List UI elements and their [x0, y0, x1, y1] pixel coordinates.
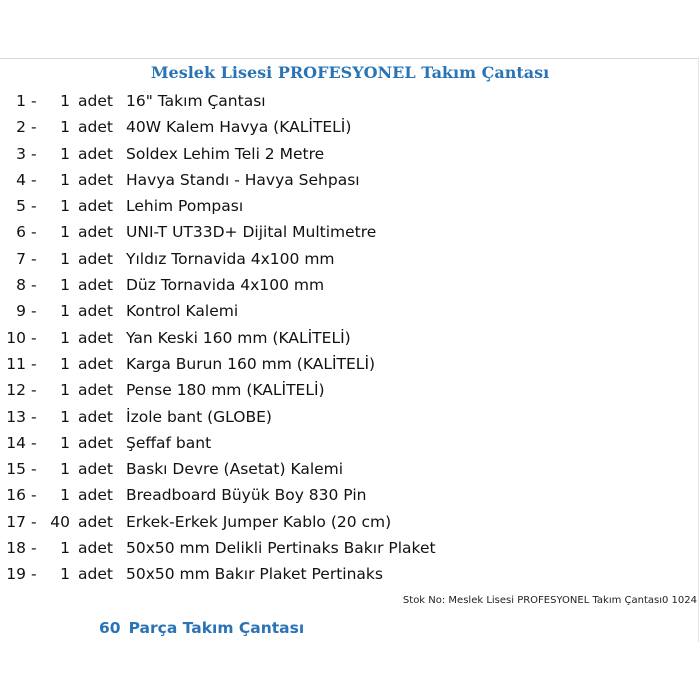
- item-unit: adet: [78, 539, 113, 558]
- item-number: 6: [16, 223, 26, 242]
- item-dash: -: [31, 565, 37, 584]
- item-number: 16: [6, 486, 26, 505]
- item-dash: -: [31, 170, 37, 189]
- item-unit: adet: [78, 249, 113, 268]
- item-dash: -: [31, 276, 37, 295]
- item-unit: adet: [78, 565, 113, 584]
- document-title: Meslek Lisesi PROFESYONEL Takım Çantası: [150, 63, 550, 82]
- item-quantity: 1: [60, 302, 70, 321]
- item-name: Şeffaf bant: [126, 433, 212, 452]
- item-number: 4: [16, 170, 26, 189]
- item-quantity: 40: [50, 512, 70, 531]
- item-name: Kontrol Kalemi: [126, 302, 239, 321]
- item-unit: adet: [78, 118, 113, 137]
- item-dash: -: [31, 407, 37, 426]
- item-name: Baskı Devre (Asetat) Kalemi: [126, 460, 344, 479]
- item-unit: adet: [78, 170, 113, 189]
- item-quantity: 1: [60, 460, 70, 479]
- item-name: 50x50 mm Bakır Plaket Pertinaks: [126, 565, 383, 584]
- item-name: Pense 180 mm (KALİTELİ): [126, 381, 325, 400]
- item-unit: adet: [78, 512, 113, 531]
- item-quantity: 1: [60, 407, 70, 426]
- item-unit: adet: [78, 354, 113, 373]
- item-number: 2: [16, 118, 26, 137]
- item-dash: -: [31, 249, 37, 268]
- stock-note: Stok No: Meslek Lisesi PROFESYONEL Takım Çantası0 1024: [402, 595, 697, 606]
- footer-summary: [99, 619, 304, 637]
- item-number: 10: [6, 328, 26, 347]
- item-name: Yan Keski 160 mm (KALİTELİ): [126, 328, 351, 347]
- item-dash: -: [31, 460, 37, 479]
- item-name: Havya Standı - Havya Sehpası: [126, 170, 360, 189]
- item-dash: -: [31, 223, 37, 242]
- footer-count: 60: [99, 619, 121, 637]
- item-quantity: 1: [60, 565, 70, 584]
- footer-label: Parça Takım Çantası: [128, 619, 305, 637]
- item-dash: -: [31, 328, 37, 347]
- item-unit: adet: [78, 223, 113, 242]
- item-number: 19: [6, 565, 26, 584]
- item-dash: -: [31, 539, 37, 558]
- item-number: 15: [6, 460, 26, 479]
- item-name: 40W Kalem Havya (KALİTELİ): [126, 118, 352, 137]
- item-name: Lehim Pompası: [126, 197, 244, 216]
- item-unit: adet: [78, 486, 113, 505]
- item-unit: adet: [78, 460, 113, 479]
- item-number: 13: [6, 407, 26, 426]
- item-quantity: 1: [60, 328, 70, 347]
- item-name: Düz Tornavida 4x100 mm: [126, 276, 325, 295]
- item-dash: -: [31, 512, 37, 531]
- item-name: Erkek-Erkek Jumper Kablo (20 cm): [126, 512, 392, 531]
- item-name: Yıldız Tornavida 4x100 mm: [126, 249, 335, 268]
- item-number: 17: [6, 512, 26, 531]
- item-number: 8: [16, 276, 26, 295]
- item-quantity: 1: [60, 144, 70, 163]
- item-dash: -: [31, 92, 37, 110]
- item-name: İzole bant (GLOBE): [126, 407, 272, 426]
- item-unit: adet: [78, 407, 113, 426]
- item-dash: -: [31, 302, 37, 321]
- item-quantity: 1: [60, 197, 70, 216]
- item-quantity: 1: [60, 354, 70, 373]
- item-unit: adet: [78, 92, 113, 110]
- item-number: 11: [6, 354, 26, 373]
- item-number: 5: [16, 197, 26, 216]
- item-name: 16" Takım Çantası: [126, 92, 266, 110]
- item-name: Karga Burun 160 mm (KALİTELİ): [126, 354, 376, 373]
- item-quantity: 1: [60, 223, 70, 242]
- item-name: UNI-T UT33D+ Dijital Multimetre: [126, 223, 377, 242]
- item-unit: adet: [78, 433, 113, 452]
- item-unit: adet: [78, 302, 113, 321]
- item-quantity: 1: [60, 170, 70, 189]
- item-number: 3: [16, 144, 26, 163]
- item-number: 9: [16, 302, 26, 321]
- item-quantity: 1: [60, 381, 70, 400]
- item-number: 7: [16, 249, 26, 268]
- item-dash: -: [31, 354, 37, 373]
- item-name: 50x50 mm Delikli Pertinaks Bakır Plaket: [126, 539, 436, 558]
- item-unit: adet: [78, 197, 113, 216]
- item-dash: -: [31, 433, 37, 452]
- item-name: Breadboard Büyük Boy 830 Pin: [126, 486, 367, 505]
- item-quantity: 1: [60, 249, 70, 268]
- item-unit: adet: [78, 381, 113, 400]
- item-number: 1: [16, 92, 26, 110]
- item-dash: -: [31, 197, 37, 216]
- item-number: 12: [6, 381, 26, 400]
- item-number: 18: [6, 539, 26, 558]
- item-number: 14: [6, 433, 26, 452]
- item-dash: -: [31, 381, 37, 400]
- item-quantity: 1: [60, 433, 70, 452]
- item-unit: adet: [78, 276, 113, 295]
- item-name: Soldex Lehim Teli 2 Metre: [126, 144, 325, 163]
- item-quantity: 1: [60, 486, 70, 505]
- item-quantity: 1: [60, 118, 70, 137]
- item-dash: -: [31, 118, 37, 137]
- item-unit: adet: [78, 328, 113, 347]
- item-dash: -: [31, 486, 37, 505]
- item-quantity: 1: [60, 539, 70, 558]
- item-unit: adet: [78, 144, 113, 163]
- item-quantity: 1: [60, 92, 70, 110]
- item-quantity: 1: [60, 276, 70, 295]
- item-dash: -: [31, 144, 37, 163]
